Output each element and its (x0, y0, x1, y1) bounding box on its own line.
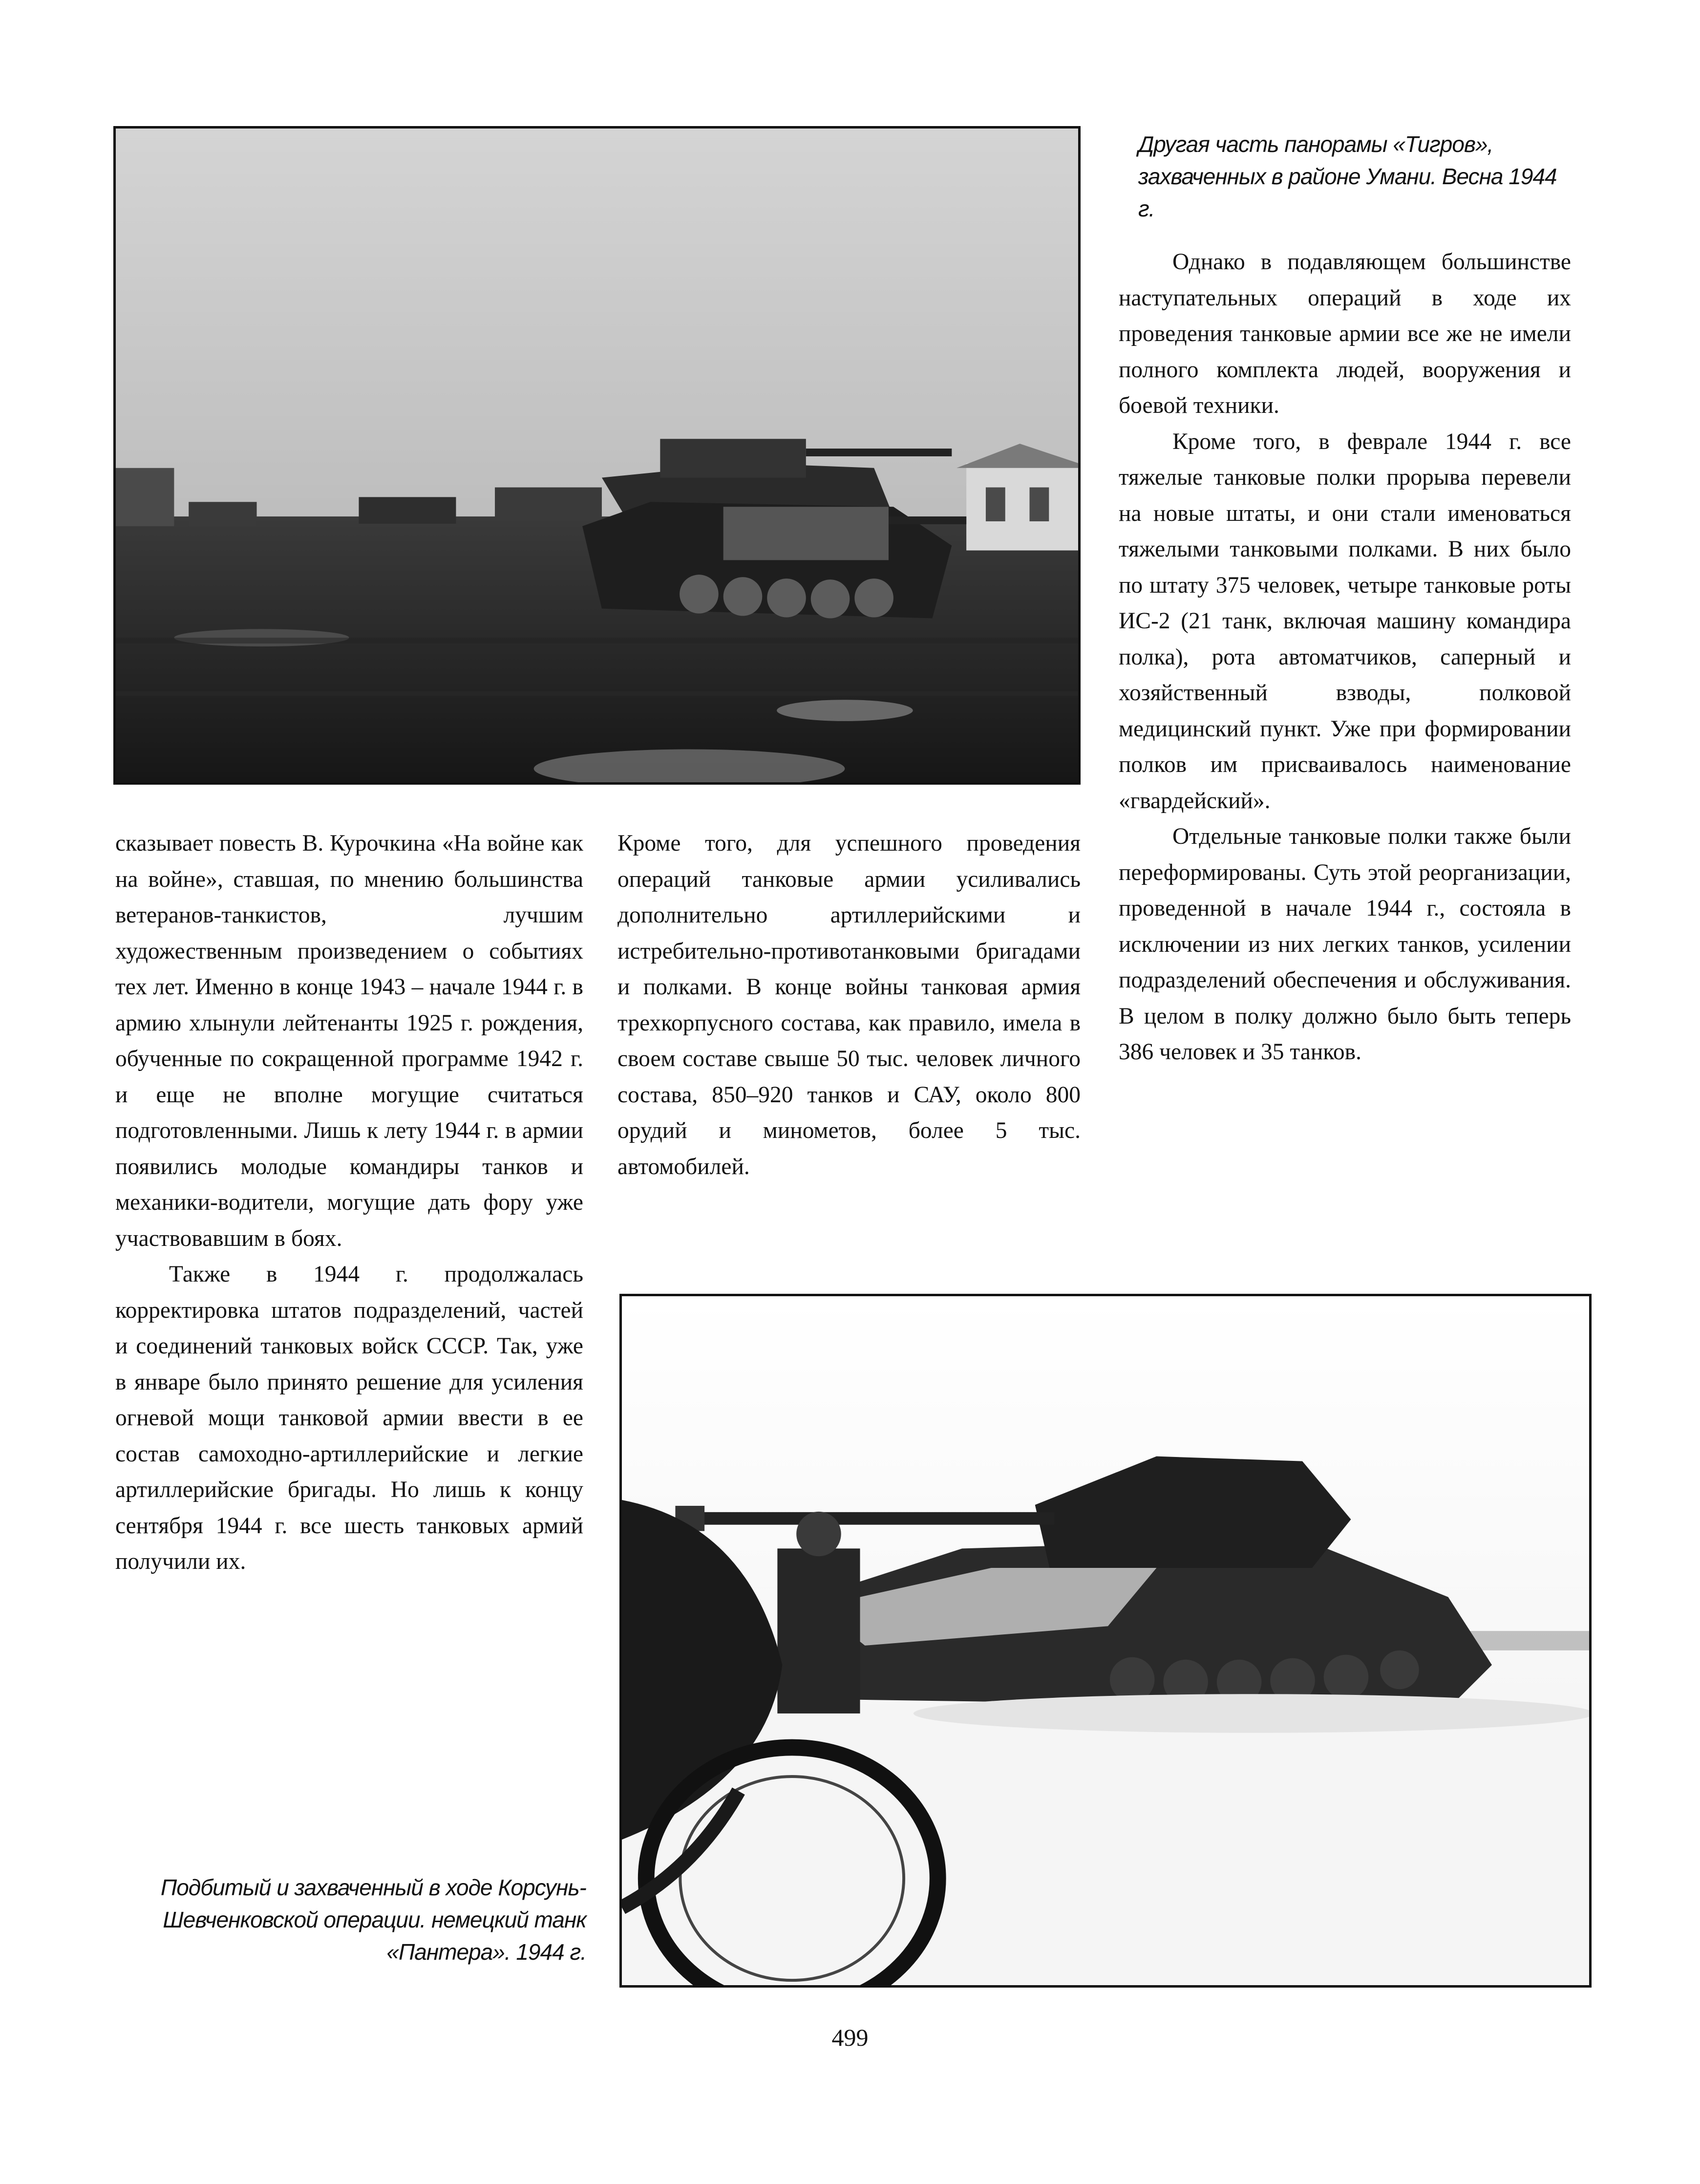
photo-tigers-uman (113, 126, 1081, 785)
text-column-middle (617, 826, 1081, 1185)
text-column-right (1119, 244, 1571, 1071)
paragraph: Однако в подавляющем большинстве наступательных операций в ходе их проведения танковые армии все же не имели полного комплекта людей, вооружения и боевой техники. (1119, 249, 1571, 418)
paragraph: Кроме того, для успешного проведения операций танковые армии усиливались дополнительно артиллерийскими и истребительно-противотанковыми бригадами и полками. В конце войны танковая армия трехкорпусного состава, как правило, имела в своем составе свыше 50 тыс. человек личного состава, 850–920 танков и САУ, около 800 орудий и минометов, более 5 тыс. автомобилей. (617, 831, 1081, 1179)
photo-panther-korsun-image (622, 1296, 1589, 1985)
paragraph: Также в 1944 г. продолжалась корректировка штатов подразделений, частей и соединений танковых войск СССР. Так, уже в январе было принято решение для усиления огневой мощи танковой армии ввести в ее состав самоходно-артиллерийские и легкие артиллерийские бригады. Но лишь к концу сентября 1944 г. все шесть танковых армий получили их. (115, 1262, 583, 1574)
photo-caption-bottom: Подбитый и захваченный в ходе Корсунь-Шевченковской операции. немецкий танк «Пантера». 1944 г. (160, 1875, 586, 1965)
paragraph: Кроме того, в феврале 1944 г. все тяжелые танковые полки прорыва перевели на новые штаты, и они стали именоваться тяжелыми танковыми полками. В них было по штату 375 человек, четыре танковые роты ИС-2 (21 танк, включая машину командира полка), рота автоматчиков, саперный и хозяйственный взводы, полковой медицинский пункт. Уже при формировании полков им присваивалось наименование «гвардейский». (1119, 428, 1571, 814)
text-column-left (115, 826, 583, 1580)
paragraph: Отдельные танковые полки также были переформированы. Суть этой реорганизации, проведенной в начале 1944 г., состояла в исключении из них легких танков, усилении подразделений обеспечения и обслуживания. В целом в полку должно было быть теперь 386 человек и 35 танков. (1119, 824, 1571, 1065)
photo-tigers-uman-image (116, 128, 1078, 782)
photo-caption-top: Другая часть панорамы «Тигров», захваченных в районе Умани. Весна 1944 г. (1138, 131, 1557, 221)
photo-panther-korsun (619, 1294, 1592, 1988)
page-number: 499 (831, 2024, 869, 2051)
paragraph: сказывает повесть В. Курочкина «На войне как на войне», ставшая, по мнению большинства ветеранов-танкистов, лучшим художественным произведением о событиях тех лет. Именно в конце 1943 – начале 1944 г. в армию хлынули лейтенанты 1925 г. рождения, обученные по сокращенной программе 1942 г. и еще не вполне могущие считаться подготовленными. Лишь к лету 1944 г. в армии появились молодые командиры танков и механики-водители, могущие дать фору уже участвовавшим в боях. (115, 831, 583, 1251)
